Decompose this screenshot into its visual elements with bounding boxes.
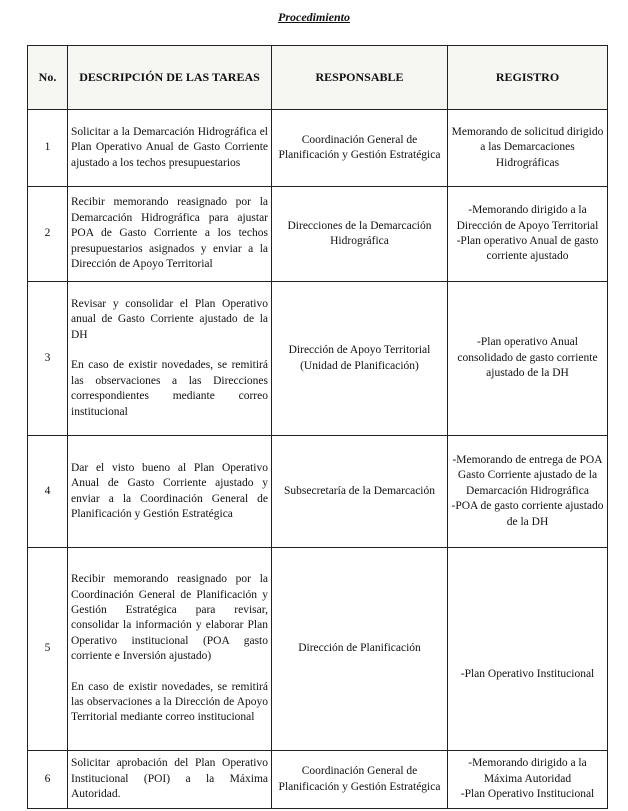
record-item: -Memorando de entrega de POA Gasto Corriente ajustado de la Demarcación Hidrográfica xyxy=(452,453,603,497)
task-description xyxy=(68,548,272,751)
row-number: 5 xyxy=(28,548,68,751)
description-paragraph: Solicitar aprobación del Plan Operativo Institucional (POI) a la Máxima Autoridad. xyxy=(71,757,268,801)
description-paragraph: Solicitar a la Demarcación Hidrográfica el Plan Operativo Anual de Gasto Corriente ajustado a los techos presupuestarios xyxy=(71,125,268,169)
record-item: -Memorando dirigido a la Máxima Autoridad xyxy=(468,757,587,785)
responsible: Subsecretaría de la Demarcación xyxy=(272,436,448,548)
table-row xyxy=(28,282,608,436)
description-paragraph: Revisar y consolidar el Plan Operativo anual de Gasto Corriente ajustado de la DH xyxy=(71,298,268,341)
record xyxy=(448,548,608,751)
description-paragraph: Recibir memorando reasignado por la Coordinación General de Planificación y Gestión Estratégica para revisar, consolidar la información y elaborar Plan Operativo institucional (POA gasto corriente e Inversión ajustado) xyxy=(71,573,268,663)
description-paragraph: En caso de existir novedades, se remitirá las observaciones a las Direcciones correspondientes mediante correo institucional xyxy=(71,359,268,418)
header-no: No. xyxy=(28,46,68,110)
header-descripcion: DESCRIPCIÓN DE LAS TAREAS xyxy=(68,46,272,110)
record-item: -Memorando dirigido a la Dirección de Apoyo Territorial xyxy=(456,204,599,232)
procedure-table xyxy=(27,45,608,809)
task-description xyxy=(68,110,272,187)
description-paragraph: Dar el visto bueno al Plan Operativo Anual de Gasto Corriente ajustado y enviar a la Coordinación General de Planificación y Gestión Estratégica xyxy=(71,461,268,520)
table-row xyxy=(28,548,608,751)
description-paragraph: En caso de existir novedades, se remitirá las observaciones a la Dirección de Apoyo Territorial mediante correo institucional xyxy=(71,680,268,724)
table-row xyxy=(28,751,608,809)
row-number: 1 xyxy=(28,110,68,187)
row-number: 6 xyxy=(28,751,68,809)
responsible: Coordinación General de Planificación y Gestión Estratégica xyxy=(272,110,448,187)
responsible: Coordinación General de Planificación y Gestión Estratégica xyxy=(272,751,448,809)
description-paragraph: Recibir memorando reasignado por la Demarcación Hidrográfica para ajustar POA de Gasto Corriente a los techos presupuestarios asignados y enviar a la Dirección de Apoyo Territorial xyxy=(71,196,268,271)
record xyxy=(448,436,608,548)
task-description xyxy=(68,436,272,548)
responsible: Dirección de Planificación xyxy=(272,548,448,751)
record xyxy=(448,187,608,282)
record-item: -Plan Operativo Institucional xyxy=(460,667,595,680)
responsible: Direcciones de la Demarcación Hidrográfica xyxy=(272,187,448,282)
header-responsable: RESPONSABLE xyxy=(272,46,448,110)
record-item: -Plan Operativo Institucional xyxy=(460,788,595,801)
task-description xyxy=(68,187,272,282)
table-row xyxy=(28,187,608,282)
row-number: 4 xyxy=(28,436,68,548)
header-registro: REGISTRO xyxy=(448,46,608,110)
table-row xyxy=(28,110,608,187)
record-item: -Plan operativo Anual de gasto corriente ajustado xyxy=(456,235,599,263)
row-number: 3 xyxy=(28,282,68,436)
record xyxy=(448,751,608,809)
record xyxy=(448,110,608,187)
record xyxy=(448,282,608,436)
record-item: Memorando de solicitud dirigido a las Demarcaciones Hidrográficas xyxy=(451,125,604,169)
table-header-row xyxy=(28,46,608,110)
table-row xyxy=(28,436,608,548)
record-item: -Plan operativo Anual consolidado de gasto corriente ajustado de la DH xyxy=(457,336,598,380)
responsible: Dirección de Apoyo Territorial (Unidad de Planificación) xyxy=(272,282,448,436)
record-item: -POA de gasto corriente ajustado de la DH xyxy=(451,500,604,528)
task-description xyxy=(68,282,272,436)
task-description xyxy=(68,751,272,809)
row-number: 2 xyxy=(28,187,68,282)
page-title: Procedimiento xyxy=(278,10,350,24)
